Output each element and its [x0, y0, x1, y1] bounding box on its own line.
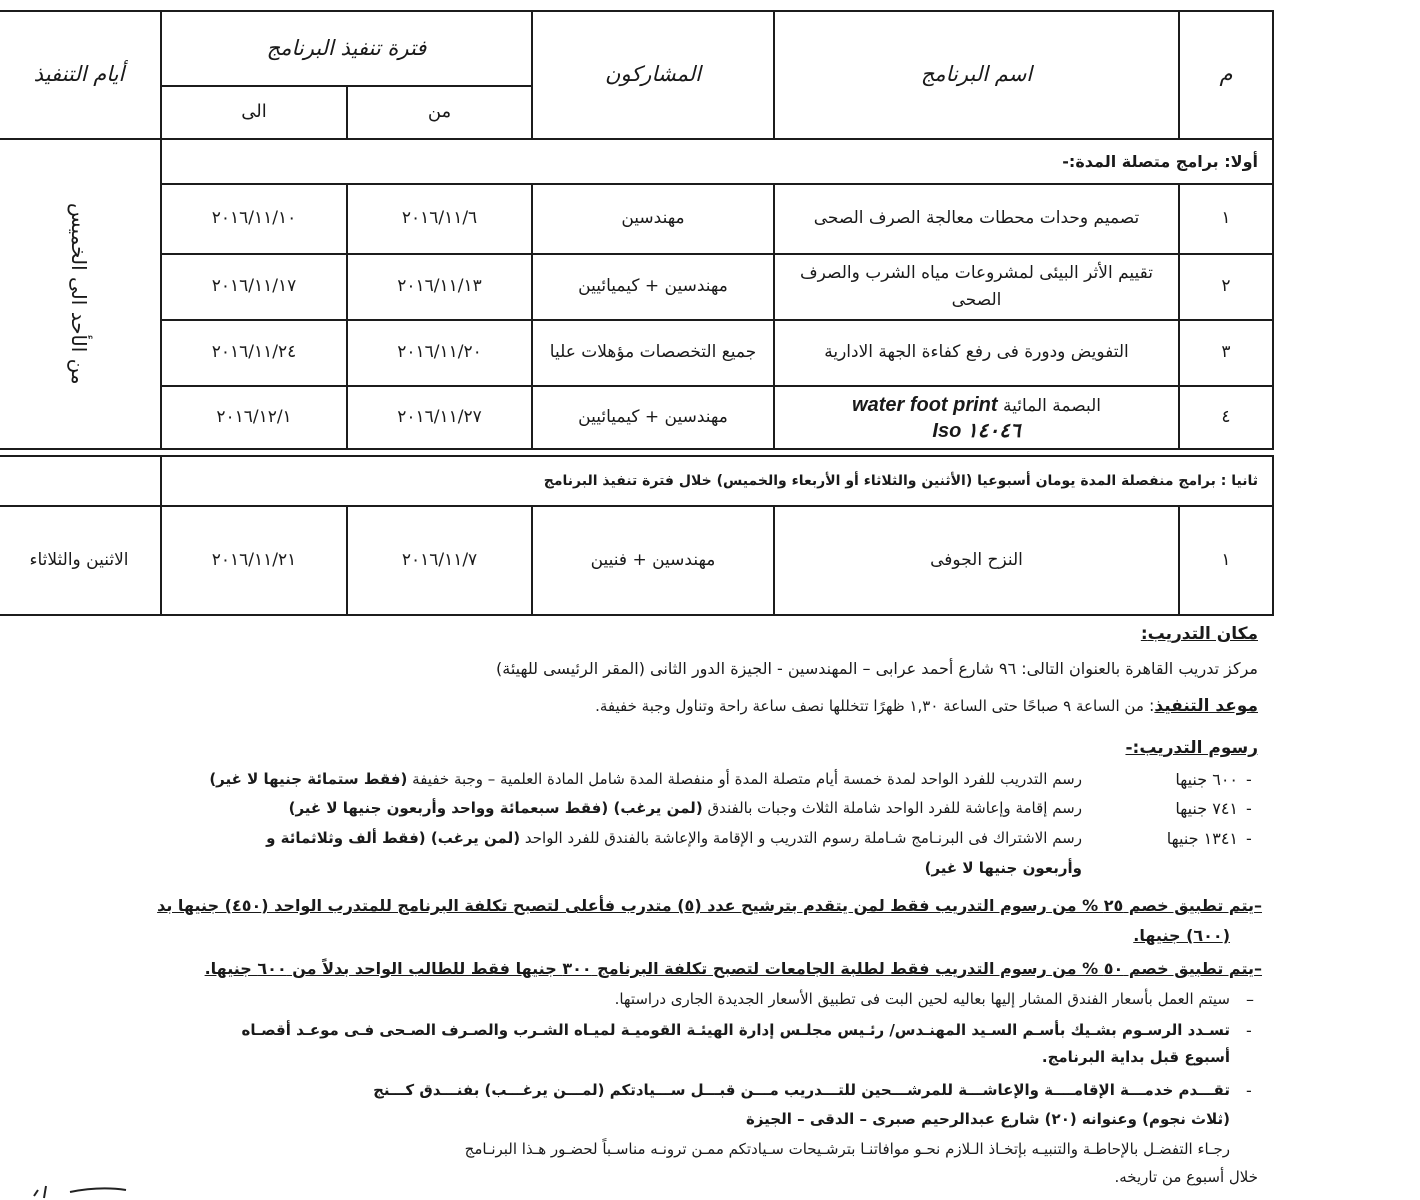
fee1-text — [209, 770, 1082, 788]
row1-number: ١ — [1178, 183, 1274, 255]
note3-dash: - — [1246, 1081, 1252, 1100]
discount1-line1: –يتم تطبيق خصم ٢٥ % من رسوم التدريب فقط لمن يتقدم بترشيح عدد (٥) متدرب فأعلى لتصبح تكلفة البرنامج للمتدرب الواحد (٤٥٠) جنيها بد — [157, 896, 1262, 915]
header-days: أيام التنفيذ — [0, 10, 162, 140]
venue-label: مكان التدريب: — [1140, 624, 1258, 644]
fee2-note: (لمن يرغب) (فقط سبعمائة وواحد وأربعون جنيها لا غير) — [288, 799, 703, 817]
header-to: الى — [160, 85, 348, 140]
header-participants: المشاركون — [531, 10, 775, 140]
row3-participants: جميع التخصصات مؤهلات عليا — [531, 319, 775, 387]
schedule-label: موعد التنفيذ — [1154, 696, 1258, 716]
row2-from: ٢٠١٦/١١/١٣ — [346, 253, 533, 321]
discount2: –يتم تطبيق خصم ٥٠ % من رسوم التدريب فقط لطلبة الجامعات لتصبح تكلفة البرنامج ٣٠٠ جنيها فقط للطالب الواحد بدلاً من ٦٠٠ جنيها. — [204, 959, 1262, 978]
days-continuous — [0, 138, 162, 450]
days-separate-top — [0, 455, 162, 507]
venue-text: مركز تدريب القاهرة بالعنوان التالى: ٩٦ شارع أحمد عرابى – المهندسين - الجيزة الدور الثانى (المقر الرئيسى للهيئة) — [496, 659, 1258, 678]
row1-participants: مهندسين — [531, 183, 775, 255]
row3-program: التفويض ودورة فى رفع كفاءة الجهة الادارية — [773, 319, 1180, 387]
schedule-text: من الساعة ٩ صباحًا حتى الساعة ١,٣٠ ظهرًا تتخللها نصف ساعة راحة وتناول وجبة خفيفة. — [595, 697, 1144, 715]
fee3-dash: - — [1246, 829, 1252, 848]
row4-number: ٤ — [1178, 385, 1274, 450]
discount1-line2: (٦٠٠) جنيها. — [1133, 926, 1230, 945]
row4-program-iso: Iso ١٤٠٤٦ — [932, 419, 1021, 442]
closing-line1: رجـاء التفضـل بالإحاطـة والتنبيـه بإتخـاذ الـلازم نحـو موافاتنـا بترشـيحات سـيادتكم ممـن ترونـه مناسـباً لحضـور هـذا البرنـامج — [464, 1140, 1230, 1158]
fee2-dash: - — [1246, 799, 1252, 818]
fee3-amount: ١٣٤١ جنيها — [1166, 829, 1238, 848]
fee3-note: (لمن يرغب) (فقط ألف وثلاثمائة و — [266, 829, 521, 847]
row5-from: ٢٠١٦/١١/٧ — [346, 505, 533, 616]
schedule-line: موعد التنفيذ: من الساعة ٩ صباحًا حتى الساعة ١,٣٠ ظهرًا تتخللها نصف ساعة راحة وتناول وجبة خفيفة. — [595, 696, 1258, 716]
header-period: فترة تنفيذ البرنامج — [160, 10, 533, 87]
fee2-amount: ٧٤١ جنيها — [1175, 799, 1238, 818]
closing-line2: خلال أسبوع من تاريخه. — [1114, 1168, 1258, 1186]
row1-from: ٢٠١٦/١١/٦ — [346, 183, 533, 255]
days-continuous-label: من الأحد الى الخميس — [67, 203, 91, 385]
note3-line1: تقـــدم خدمـــة الإقامــــة والإعاشـــة للمرشـــحين للتـــدريب مـــن قبـــل ســـيادتكم (لمـــن يرغـــب) بفنـــدق كـــنج — [373, 1081, 1230, 1099]
note1-text: سيتم العمل بأسعار الفندق المشار إليها بعاليه لحين البت فى تطبيق الأسعار الجديدة الجارى دراستها. — [614, 990, 1230, 1008]
fee2-desc: رسم إقامة وإعاشة للفرد الواحد شاملة الثلاث وجبات بالفندق — [707, 799, 1082, 817]
row2-number: ٢ — [1178, 253, 1274, 321]
row4-participants: مهندسين + كيميائيين — [531, 385, 775, 450]
row5-number: ١ — [1178, 505, 1274, 616]
note3-line2: (ثلاث نجوم) وعنوانه (٢٠) شارع عبدالرحيم صبرى – الدقى – الجيزة — [746, 1110, 1230, 1128]
section-continuous-label: أولا: برامج متصلة المدة:- — [1062, 151, 1258, 171]
row4-to: ٢٠١٦/١٢/١ — [160, 385, 348, 450]
row3-to: ٢٠١٦/١١/٢٤ — [160, 319, 348, 387]
section-separate-label: ثانيا : برامج منفصلة المدة يومان أسبوعيا (الأثنين والثلاثاء أو الأربعاء والخميس) خلال فترة تنفيذ البرنامج — [543, 472, 1258, 489]
row2-to: ٢٠١٦/١١/١٧ — [160, 253, 348, 321]
row3-number: ٣ — [1178, 319, 1274, 387]
header-number: م — [1178, 10, 1274, 140]
row4-program-english: water foot print — [852, 393, 998, 416]
row1-to: ٢٠١٦/١١/١٠ — [160, 183, 348, 255]
note2-dash: - — [1246, 1021, 1252, 1040]
programs-table — [0, 0, 1274, 616]
note2-line1: تسـدد الرسـوم بشـيك بأسـم السـيد المهنـدس/ رئـيس مجلـس إدارة الهيئـة القوميـة لميـاه الشـرب والصـرف الصـحى فـى موعـد أقصـاه — [241, 1021, 1230, 1039]
fee1-dash: - — [1246, 770, 1252, 789]
fee1-amount: ٦٠٠ جنيها — [1175, 770, 1238, 789]
row3-from: ٢٠١٦/١١/٢٠ — [346, 319, 533, 387]
row4-program-arabic: البصمة المائية — [1002, 395, 1101, 416]
row5-participants: مهندسين + فنيين — [531, 505, 775, 616]
row5-to: ٢٠١٦/١١/٢١ — [160, 505, 348, 616]
row4-program — [773, 385, 1180, 450]
section-continuous-title — [160, 138, 1274, 185]
note1-dash: – — [1246, 990, 1254, 1009]
fee3-desc: رسم الاشتراك فى البرنـامج شـاملة رسوم التدريب و الإقامة والإعاشة بالفندق للفرد الواحد — [524, 829, 1082, 847]
section-separate-title — [160, 455, 1274, 507]
fee3-text — [266, 829, 1082, 847]
note2-line2: أسبوع قبل بداية البرنامج. — [1041, 1048, 1230, 1066]
row5-days: الاثنين والثلاثاء — [0, 505, 162, 616]
fee2-text — [289, 799, 1082, 817]
header-from: من — [346, 85, 533, 140]
row2-program: تقييم الأثر البيئى لمشروعات مياه الشرب والصرف الصحى — [773, 253, 1180, 321]
row4-from: ٢٠١٦/١١/٢٧ — [346, 385, 533, 450]
signature-mark — [30, 1178, 130, 1200]
fee1-note: (فقط ستمائة جنيها لا غير) — [209, 770, 408, 788]
row5-program: النزح الجوفى — [773, 505, 1180, 616]
fees-label: رسوم التدريب:- — [1125, 738, 1258, 758]
fee3-continuation: وأربعون جنيها لا غير) — [924, 859, 1082, 877]
header-program-name: اسم البرنامج — [773, 10, 1180, 140]
row2-participants: مهندسين + كيميائيين — [531, 253, 775, 321]
row1-program: تصميم وحدات محطات معالجة الصرف الصحى — [773, 183, 1180, 255]
fee1-desc: رسم التدريب للفرد الواحد لمدة خمسة أيام متصلة المدة أو منفصلة المدة شامل المادة العلمية – وجبة خفيفة — [412, 770, 1082, 788]
